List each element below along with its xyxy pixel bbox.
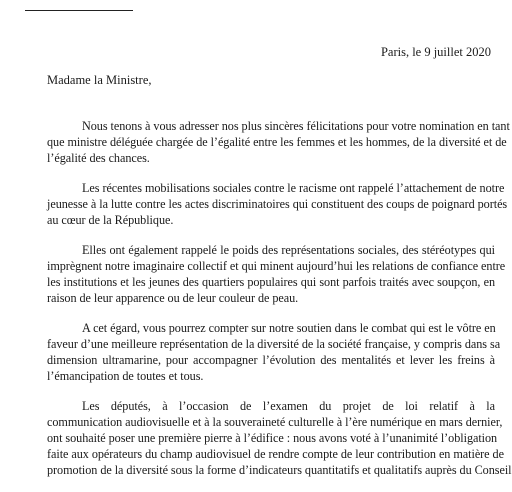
text-line: faveur d’une meilleure représentation de la diversité de la société française, y compris dans sa — [47, 337, 501, 351]
text-line: l’émancipation de toutes et tous. — [47, 369, 204, 383]
text-line: ont souhaité poser une première pierre à l’édifice : nous avons voté à l’unanimité l’obligation — [47, 431, 498, 445]
text-line: imprègnent notre imaginaire collectif et qui minent aujourd’hui les relations de confiance entre — [47, 259, 506, 273]
text-line: l’égalité des chances. — [47, 151, 150, 165]
text-line: dimension ultramarine, pour accompagner l’évolution des mentalités et lever les freins à — [47, 353, 495, 367]
text-line: faite aux opérateurs du champ audiovisuel de rendre compte de leur contribution en matière de — [47, 447, 504, 461]
paragraph-deputes — [47, 398, 512, 478]
text-line: les institutions et les jeunes des quartiers populaires qui sont parfois traités avec soupçon, en — [47, 275, 495, 289]
letter-body — [47, 118, 512, 492]
text-line: au cœur de la République. — [47, 213, 174, 227]
paragraph-soutien — [47, 320, 501, 384]
text-line: Les récentes mobilisations sociales contre le racisme ont rappelé l’attachement de notre — [82, 181, 505, 195]
text-line: promotion de la diversité sous la forme d’indicateurs quantitatifs et qualitatifs auprès du Conseil — [47, 463, 512, 477]
letter-date: Paris, le 9 juillet 2020 — [380, 45, 491, 59]
text-line: Elles ont également rappelé le poids des représentations sociales, des stéréotypes qui — [82, 243, 495, 257]
text-line: raison de leur apparence ou de leur couleur de peau. — [47, 291, 299, 305]
salutation: Madame la Ministre, — [47, 73, 152, 87]
paragraph-mobilisations — [47, 180, 508, 228]
letterhead-rule — [25, 10, 133, 11]
text-line: Les députés, à l’occasion de l’examen du projet de loi relatif à la — [82, 399, 495, 413]
paragraph-congratulations — [47, 118, 510, 166]
text-line: Nous tenons à vous adresser nos plus sincères félicitations pour votre nomination en tant — [82, 119, 510, 133]
text-line: A cet égard, vous pourrez compter sur notre soutien dans le combat qui est le vôtre en — [82, 321, 496, 335]
text-line: jeunesse à la lutte contre les actes discriminatoires qui constituent des coups de poignard portés — [47, 197, 508, 211]
text-line: communication audiovisuelle et à la souveraineté culturelle à l’ère numérique en mars dernier, — [47, 415, 503, 429]
paragraph-representations — [47, 242, 506, 306]
text-line: que ministre déléguée chargée de l’égalité entre les femmes et les hommes, de la diversité et de — [47, 135, 507, 149]
